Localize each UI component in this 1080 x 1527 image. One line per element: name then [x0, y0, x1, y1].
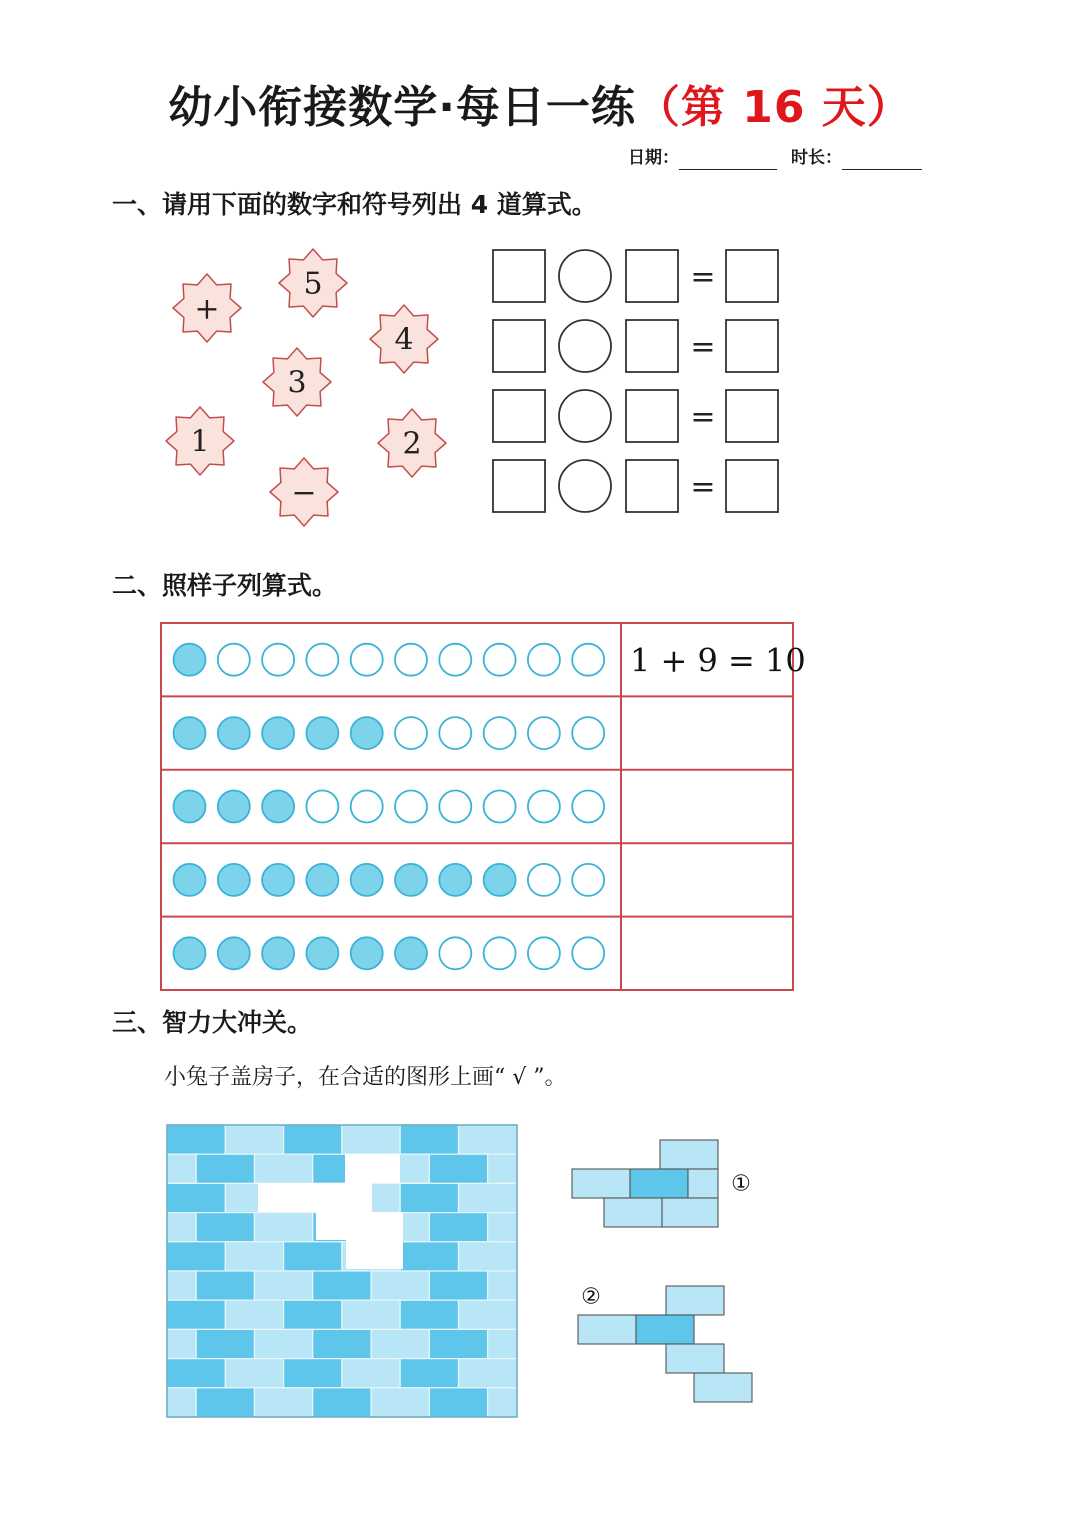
number-box[interactable]: [626, 250, 678, 302]
filled-circle: [306, 937, 338, 969]
number-box[interactable]: [493, 250, 545, 302]
brick: [196, 1388, 254, 1417]
result-box[interactable]: [726, 320, 778, 372]
brick: [688, 1169, 718, 1198]
filled-circle: [174, 937, 206, 969]
filled-circle: [218, 717, 250, 749]
equals-sign: =: [690, 469, 716, 505]
filled-circle: [395, 864, 427, 896]
section2-heading: 二、照样子列算式。: [112, 571, 338, 600]
empty-circle: [351, 644, 383, 676]
answer-cell[interactable]: [625, 921, 789, 986]
equals-sign: =: [690, 259, 716, 295]
section3-instruction: 小兔子盖房子，在合适的图形上画“ √ ”。: [164, 1065, 567, 1090]
star-label: −: [291, 475, 317, 511]
operator-circle[interactable]: [559, 250, 611, 302]
brick: [517, 1300, 575, 1329]
brick: [284, 1125, 342, 1154]
operator-circle[interactable]: [559, 460, 611, 512]
empty-circle: [306, 644, 338, 676]
filled-circle: [174, 791, 206, 823]
empty-circle: [439, 644, 471, 676]
brick: [225, 1359, 283, 1388]
option-1-label[interactable]: ①: [731, 1171, 751, 1197]
star-tile: [378, 409, 446, 477]
brick: [666, 1344, 724, 1373]
answer-cell[interactable]: [625, 847, 789, 912]
brick: [429, 1271, 487, 1300]
operator-circle[interactable]: [559, 390, 611, 442]
brick: [284, 1300, 342, 1329]
brick: [575, 1359, 633, 1388]
empty-circle: [439, 717, 471, 749]
brick: [459, 1242, 517, 1271]
empty-circle: [218, 644, 250, 676]
brick: [167, 1242, 225, 1271]
empty-circle: [572, 791, 604, 823]
brick: [666, 1286, 724, 1315]
star-label: 4: [394, 322, 414, 358]
filled-circle: [306, 864, 338, 896]
brick: [662, 1198, 718, 1227]
brick: [400, 1183, 458, 1212]
brick: [371, 1329, 429, 1358]
brick: [167, 1125, 225, 1154]
filled-circle: [439, 864, 471, 896]
brick: [517, 1359, 575, 1388]
star-tile: [173, 274, 241, 342]
brick: [429, 1154, 487, 1183]
option-2-label[interactable]: ②: [581, 1284, 601, 1310]
brick: [342, 1359, 400, 1388]
empty-circle: [395, 644, 427, 676]
equation-row: [493, 320, 778, 372]
empty-circle: [439, 791, 471, 823]
section1-heading: 一、请用下面的数字和符号列出 4 道算式。: [112, 190, 597, 219]
star-label: 1: [190, 424, 210, 460]
brick: [694, 1373, 752, 1402]
brick: [196, 1271, 254, 1300]
title-main: 幼小衔接数学·每日一练: [168, 82, 636, 133]
number-box[interactable]: [626, 390, 678, 442]
brick: [254, 1154, 312, 1183]
brick: [254, 1271, 312, 1300]
brick: [575, 1125, 633, 1154]
star-tile: [270, 458, 338, 526]
empty-circle: [395, 791, 427, 823]
filled-circle: [262, 717, 294, 749]
brick: [459, 1300, 517, 1329]
number-box[interactable]: [626, 460, 678, 512]
number-box[interactable]: [626, 320, 678, 372]
brick: [196, 1154, 254, 1183]
empty-circle: [572, 937, 604, 969]
brick: [167, 1359, 225, 1388]
brick: [517, 1183, 575, 1212]
filled-circle: [218, 791, 250, 823]
number-box[interactable]: [493, 460, 545, 512]
brick: [517, 1242, 575, 1271]
filled-circle: [262, 864, 294, 896]
empty-circle: [484, 644, 516, 676]
brick: [284, 1359, 342, 1388]
filled-circle: [262, 791, 294, 823]
brick: [313, 1388, 371, 1417]
filled-circle: [351, 717, 383, 749]
brick: [196, 1213, 254, 1242]
brick-wall: [138, 1125, 634, 1417]
brick: [400, 1359, 458, 1388]
brick: [459, 1359, 517, 1388]
empty-circle: [528, 717, 560, 749]
result-box[interactable]: [726, 460, 778, 512]
brick: [254, 1388, 312, 1417]
empty-circle: [572, 644, 604, 676]
duration-label: 时长：: [791, 148, 842, 168]
brick: [459, 1183, 517, 1212]
equation-row: [493, 250, 778, 302]
brick: [429, 1213, 487, 1242]
star-tile: [263, 348, 331, 416]
brick: [429, 1329, 487, 1358]
brick: [575, 1242, 633, 1271]
brick: [660, 1140, 718, 1169]
filled-circle: [218, 864, 250, 896]
brick: [196, 1329, 254, 1358]
brick: [371, 1388, 429, 1417]
brick: [400, 1242, 458, 1271]
empty-circle: [572, 864, 604, 896]
brick: [284, 1242, 342, 1271]
empty-circle: [439, 937, 471, 969]
brick: [429, 1388, 487, 1417]
empty-circle: [395, 717, 427, 749]
brick: [167, 1183, 225, 1212]
brick: [630, 1169, 688, 1198]
filled-circle: [306, 717, 338, 749]
empty-circle: [528, 864, 560, 896]
result-box[interactable]: [726, 250, 778, 302]
star-tile: [370, 305, 438, 373]
filled-circle: [351, 937, 383, 969]
date-label: 日期：: [628, 148, 679, 168]
title-day: （第 16 天）: [635, 82, 912, 133]
brick: [313, 1329, 371, 1358]
star-tile: [279, 249, 347, 317]
brick: [459, 1125, 517, 1154]
star-label: 2: [402, 426, 422, 462]
empty-circle: [306, 791, 338, 823]
brick: [167, 1300, 225, 1329]
star-label: 5: [303, 266, 323, 302]
empty-circle: [351, 791, 383, 823]
brick: [225, 1125, 283, 1154]
empty-circle: [528, 937, 560, 969]
equation-row: [493, 460, 778, 512]
equation-row: [493, 390, 778, 442]
answer-cell[interactable]: [625, 774, 789, 839]
example-equation: 1 + 9 = 10: [630, 641, 806, 680]
brick: [604, 1198, 662, 1227]
brick: [342, 1125, 400, 1154]
answer-cell[interactable]: [625, 700, 789, 765]
brick: [546, 1213, 604, 1242]
brick: [254, 1329, 312, 1358]
result-box[interactable]: [726, 390, 778, 442]
brick: [572, 1169, 630, 1198]
brick: [313, 1271, 371, 1300]
star-label: +: [194, 291, 220, 327]
section3-heading: 三、智力大冲关。: [112, 1008, 313, 1037]
brick: [400, 1125, 458, 1154]
empty-circle: [484, 717, 516, 749]
equals-sign: =: [690, 399, 716, 435]
empty-circle: [484, 791, 516, 823]
brick: [578, 1315, 636, 1344]
empty-circle: [484, 937, 516, 969]
brick: [636, 1315, 694, 1344]
brick: [225, 1300, 283, 1329]
filled-circle: [395, 937, 427, 969]
brick: [400, 1300, 458, 1329]
brick: [225, 1242, 283, 1271]
filled-circle: [174, 644, 206, 676]
filled-circle: [174, 864, 206, 896]
equals-sign: =: [690, 329, 716, 365]
brick: [546, 1388, 604, 1417]
empty-circle: [262, 644, 294, 676]
empty-circle: [572, 717, 604, 749]
number-box[interactable]: [493, 320, 545, 372]
operator-circle[interactable]: [559, 320, 611, 372]
number-box[interactable]: [493, 390, 545, 442]
empty-circle: [528, 644, 560, 676]
pattern-table: [161, 623, 806, 990]
star-tile: [166, 407, 234, 475]
brick: [342, 1300, 400, 1329]
star-label: 3: [287, 365, 307, 401]
filled-circle: [351, 864, 383, 896]
filled-circle: [484, 864, 516, 896]
brick: [254, 1213, 312, 1242]
filled-circle: [218, 937, 250, 969]
option-1-shape[interactable]: [572, 1140, 718, 1227]
brick: [371, 1271, 429, 1300]
filled-circle: [174, 717, 206, 749]
filled-circle: [262, 937, 294, 969]
brick: [517, 1125, 575, 1154]
option-2-shape[interactable]: [578, 1286, 752, 1402]
empty-circle: [528, 791, 560, 823]
